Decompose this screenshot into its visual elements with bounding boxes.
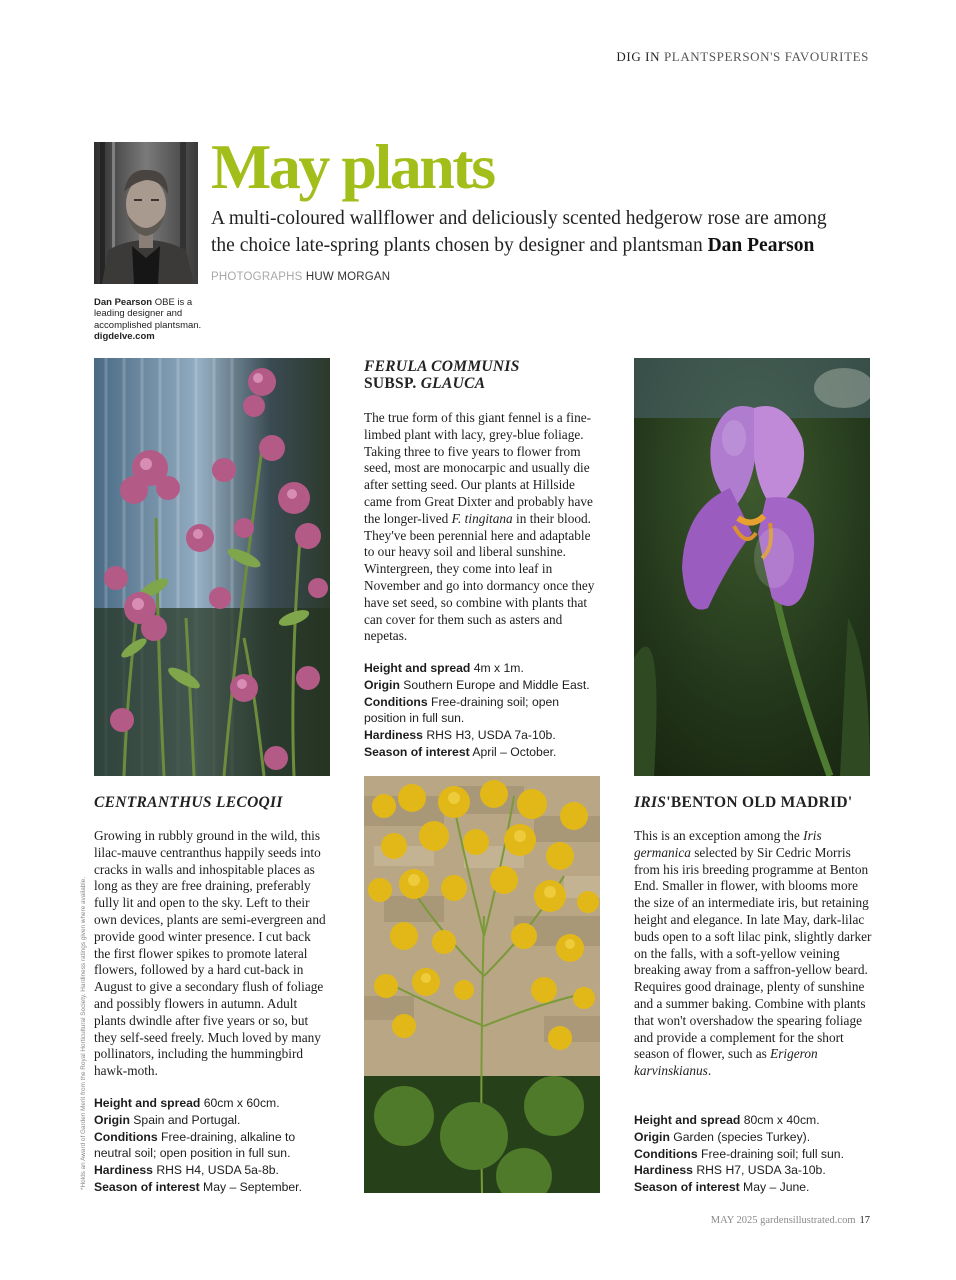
credit-name: HUW MORGAN <box>305 271 391 283</box>
height-label: Height and spread <box>634 1113 741 1127</box>
author-bio <box>94 297 219 343</box>
article-title: May plants <box>211 131 494 202</box>
standfirst <box>211 205 851 259</box>
agm-footnote: *Holds an Award of Garden Merit from the Royal Horticultural Society. Hardiness ratings given where available. <box>80 876 87 1190</box>
iris-height-row <box>634 1112 870 1129</box>
origin-value: Garden (species Turkey). <box>673 1129 811 1144</box>
ferula-title-part1: FERULA COMMUNIS <box>364 358 520 375</box>
author-name: Dan Pearson <box>94 297 153 308</box>
centranthus-conditions-row <box>94 1129 328 1163</box>
hardiness-label: Hardiness <box>364 728 423 743</box>
ferula-title-subsp: SUBSP. <box>364 375 417 392</box>
height-value: 4m x 1m. <box>473 661 524 675</box>
author-website[interactable]: digdelve.com <box>94 331 155 343</box>
standfirst-text: A multi-coloured wallflower and deliciously scented hedgerow rose are among the choice late-spring plants chosen by designer and plantsman <box>211 208 827 256</box>
centranthus-height-row <box>94 1095 328 1112</box>
centranthus-photo <box>94 358 330 776</box>
season-value: May – September. <box>203 1179 302 1194</box>
centranthus-title: CENTRANTHUS LECOQII <box>94 794 283 811</box>
height-label: Height and spread <box>94 1096 201 1110</box>
height-value: 60cm x 60cm. <box>203 1096 280 1110</box>
folio <box>711 1215 870 1226</box>
photo-credit <box>211 271 390 283</box>
hardiness-label: Hardiness <box>634 1163 693 1178</box>
issue-info: MAY 2025 gardensillustrated.com <box>710 1215 856 1226</box>
iris-facts <box>634 1112 870 1196</box>
iris-body-italic-2: Erigeron karvinskianus <box>634 1046 818 1079</box>
iris-body-2: selected by Sir Cedric Morris from his iris breeding programme at Benton End. Smaller in flower, with blooms more the size of an intermediate iris, but retaining height and elegance. In late May, dark-lilac buds open to a soft lilac pink, slightly darker on the falls, with a soft-yellow veining breaking away from a saffron-yellow beard. Requires good drainage, plenty of sunshine and a summer baking. Combine with plants that won't overshadow the spearing foliage and provide a complement for the short season of flower, such as <box>634 844 872 1062</box>
hardiness-label: Hardiness <box>94 1163 153 1178</box>
conditions-value: Free-draining soil; open position in full sun. <box>364 694 560 726</box>
conditions-label: Conditions <box>94 1129 158 1144</box>
iris-hardiness-row <box>634 1162 870 1179</box>
running-head <box>616 49 869 65</box>
iris-photo <box>634 358 870 776</box>
ferula-body <box>364 410 600 645</box>
season-value: April – October. <box>472 744 557 759</box>
conditions-label: Conditions <box>364 694 428 709</box>
season-label: Season of interest <box>94 1179 200 1194</box>
ferula-conditions-row <box>364 694 600 728</box>
origin-label: Origin <box>634 1129 670 1144</box>
ferula-title <box>364 358 604 392</box>
height-label: Height and spread <box>364 661 471 675</box>
ferula-facts <box>364 660 600 761</box>
origin-value: Southern Europe and Middle East. <box>403 677 590 692</box>
subsection-label: PLANTSPERSON'S FAVOURITES <box>663 49 869 64</box>
iris-title-cultivar: 'BENTON OLD MADRID' <box>666 794 853 811</box>
ferula-body-2: in their blood. They've been perennial here and adaptable to our heavy soil and liberal sunshine. Wintergreen, they come into leaf in November and go into dormancy once they have set seed, so combine with plants that can cover for them such as asters and nepetas. <box>364 510 595 644</box>
season-value: May – June. <box>743 1180 810 1195</box>
ferula-hardiness-row <box>364 727 600 744</box>
origin-value: Spain and Portugal. <box>133 1112 241 1127</box>
section-label: DIG IN <box>616 49 661 64</box>
author-portrait <box>94 142 198 284</box>
conditions-value: Free-draining soil; full sun. <box>701 1146 844 1161</box>
conditions-value: Free-draining, alkaline to neutral soil; open position in full sun. <box>94 1129 296 1161</box>
iris-body-3: . <box>707 1063 712 1079</box>
centranthus-origin-row <box>94 1112 328 1129</box>
hardiness-value: RHS H7, USDA 3a-10b. <box>696 1163 826 1178</box>
ferula-height-row <box>364 660 600 677</box>
centranthus-season-row <box>94 1179 328 1196</box>
hardiness-value: RHS H4, USDA 5a-8b. <box>156 1163 279 1178</box>
ferula-origin-row <box>364 677 600 694</box>
iris-title <box>634 794 874 811</box>
season-label: Season of interest <box>634 1180 740 1195</box>
iris-origin-row <box>634 1129 870 1146</box>
standfirst-author: Dan Pearson <box>707 235 815 256</box>
season-label: Season of interest <box>364 744 470 759</box>
iris-conditions-row <box>634 1146 870 1163</box>
ferula-body-italic: F. tingitana <box>451 510 513 526</box>
centranthus-facts <box>94 1095 328 1196</box>
page-number: 17 <box>859 1215 870 1226</box>
iris-season-row <box>634 1179 870 1196</box>
iris-body <box>634 828 874 1080</box>
iris-body-1: This is an exception among the <box>634 828 800 843</box>
centranthus-body: Growing in rubbly ground in the wild, this lilac-mauve centranthus happily seeds into cracks in walls and inhospitable places as long as they are free draining, preferably fully lit and open to the sky. Left to their own devices, plants are semi-evergreen and provide good winter presence. I cut back the first flower spikes to promote lateral flowers, followed by a hard cut-back in August to give a secondary flush of foliage and possibly flowers in autumn. Adult plants dwindle after five years or so, but they self-seed freely. Much loved by many pollinators, including the hummingbird hawk-moth. <box>94 828 326 1079</box>
origin-label: Origin <box>364 677 400 692</box>
iris-title-genus: IRIS <box>634 794 667 811</box>
origin-label: Origin <box>94 1112 130 1127</box>
centranthus-hardiness-row <box>94 1162 328 1179</box>
ferula-photo <box>364 776 600 1193</box>
ferula-season-row <box>364 744 600 761</box>
ferula-title-part2: GLAUCA <box>420 375 486 392</box>
hardiness-value: RHS H3, USDA 7a-10b. <box>426 728 556 743</box>
conditions-label: Conditions <box>634 1146 698 1161</box>
height-value: 80cm x 40cm. <box>743 1113 820 1127</box>
ferula-body-1: The true form of this giant fennel is a fine-limbed plant with lacy, grey-blue foliage. Taking three to five years to flower from seed, most are monocarpic and usually die after setting seed. Our plants at Hillside came from Great Dixter and probably have the longer-lived <box>364 410 593 526</box>
author-bio-text: OBE is a leading designer and accomplished plantsman. <box>94 297 202 331</box>
credit-label: PHOTOGRAPHS <box>211 271 303 283</box>
iris-body-italic-1: Iris germanica <box>634 828 822 860</box>
